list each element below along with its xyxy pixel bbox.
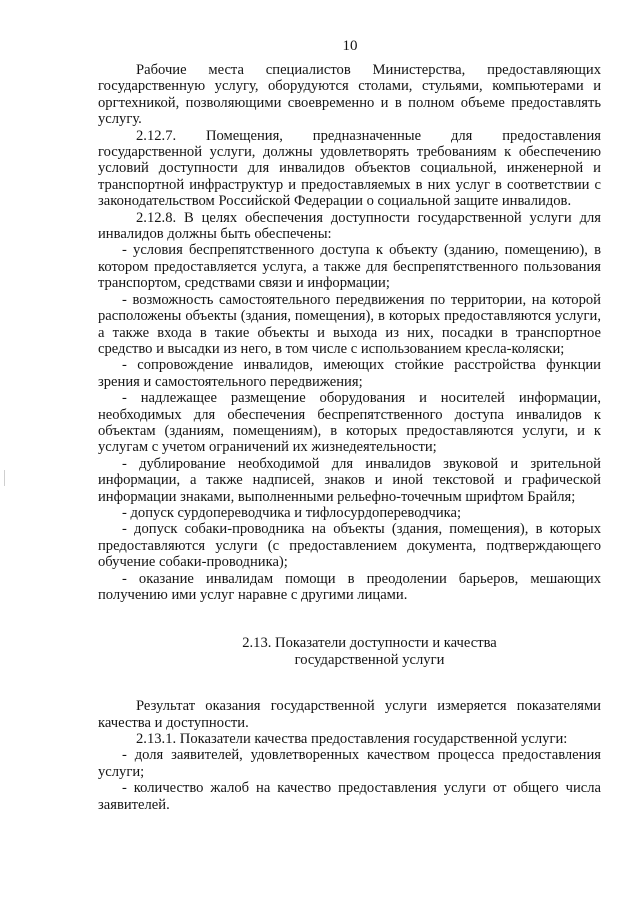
section-heading-2-13 xyxy=(98,635,601,668)
list-item: - условия беспрепятственного доступа к объекту (зданию, помещению), в котором предоставляется услуга, а также для беспрепятственного пользования транспортом, средствами связи и информации; xyxy=(98,242,601,292)
section-heading-line-1: 2.13. Показатели доступности и качества xyxy=(242,635,497,652)
list-item: - доля заявителей, удовлетворенных качеством процесса предоставления услуги; xyxy=(98,747,601,780)
paragraph-2-12-7: 2.12.7. Помещения, предназначенные для предоставления государственной услуги, должны удовлетворять требованиям к обеспечению условий доступности для инвалидов объектов социальной, инженерной и транспортной инфраструктур и предоставляемых в них услуг в соответствии с законодательством Российской Федерации о социальной защите инвалидов. xyxy=(98,127,601,210)
list-item: - дублирование необходимой для инвалидов звуковой и зрительной информации, а также надписей, знаков и иной текстовой и графической информации знаками, выполненными рельефно-точечным шрифтом Брайля; xyxy=(98,455,601,505)
section-heading-line-2: государственной услуги xyxy=(294,651,445,668)
list-item: - надлежащее размещение оборудования и носителей информации, необходимых для обеспечения беспрепятственного доступа инвалидов к объектам (зданиям, помещениям), в которых предоставляются услуги, и к услугам с учетом ограничений их жизнедеятельности; xyxy=(98,390,601,456)
paragraph-result-measure: Результат оказания государственной услуги измеряется показателями качества и доступности. xyxy=(98,698,601,731)
list-item: - допуск собаки-проводника на объекты (здания, помещения), в которых предоставляются услуги (с предоставлением документа, подтверждающего обучение собаки-проводника); xyxy=(98,521,601,571)
paragraph-2-12-8: 2.12.8. В целях обеспечения доступности государственной услуги для инвалидов должны быть обеспечены: xyxy=(98,209,601,243)
page-number: 10 xyxy=(342,38,358,54)
list-item: - оказание инвалидам помощи в преодолении барьеров, мешающих получению ими услуг наравне с другими лицами. xyxy=(98,570,601,603)
list-item: - количество жалоб на качество предоставления услуги от общего числа заявителей. xyxy=(98,780,601,813)
list-item: - сопровождение инвалидов, имеющих стойкие расстройства функции зрения и самостоятельного передвижения; xyxy=(98,357,601,390)
list-item: - допуск сурдопереводчика и тифлосурдопереводчика; xyxy=(122,504,462,521)
paragraph-2-13-1: 2.13.1. Показатели качества предоставления государственной услуги: xyxy=(136,731,568,748)
list-item: - возможность самостоятельного передвижения по территории, на которой расположены объекты (здания, помещения), в которых предоставляются услуги, а также входа в такие объекты и выхода из них, посадки в транспортное средство и высадки из него, в том числе с использованием кресла-коляски; xyxy=(98,291,601,357)
document-body xyxy=(98,62,601,813)
scan-margin-mark xyxy=(4,470,5,486)
paragraph-workplaces: Рабочие места специалистов Министерства, предоставляющих государственную услугу, оборудуются столами, стульями, компьютерами и оргтехникой, позволяющими своевременно и в полном объеме предоставлять услугу. xyxy=(98,62,601,128)
